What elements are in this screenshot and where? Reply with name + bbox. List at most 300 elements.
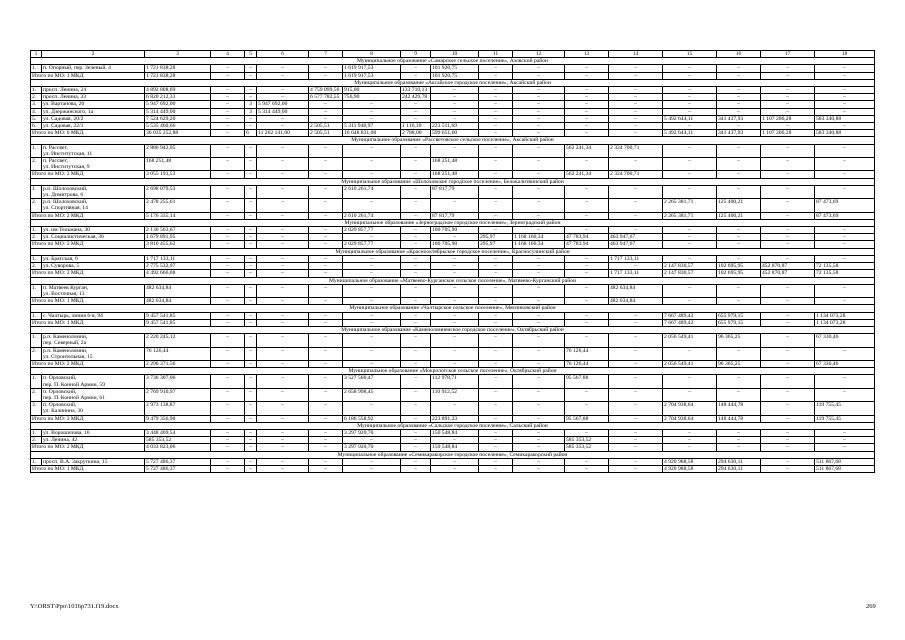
- column-number: 15: [663, 51, 717, 58]
- row-number: 1.: [31, 429, 42, 436]
- table-cell: –: [479, 429, 513, 436]
- table-cell: –: [309, 429, 343, 436]
- table-cell: –: [565, 65, 609, 72]
- table-cell: –: [245, 465, 257, 472]
- table-cell: –: [479, 171, 513, 178]
- table-cell: –: [663, 171, 717, 178]
- row-number: 2.: [31, 388, 42, 401]
- table-cell: –: [309, 212, 343, 219]
- table-cell: –: [401, 284, 431, 297]
- table-cell: –: [609, 72, 663, 79]
- table-cell: –: [513, 108, 565, 115]
- table-cell: 11 262 141,00: [257, 130, 309, 137]
- table-row: [31, 458, 875, 465]
- table-cell: –: [663, 347, 717, 360]
- table-cell: –: [513, 437, 565, 444]
- table-cell: –: [479, 199, 513, 212]
- table-cell: –: [479, 65, 513, 72]
- row-number: 1.: [31, 255, 42, 262]
- table-cell: –: [609, 402, 663, 415]
- table-cell: –: [401, 312, 431, 319]
- table-cell: –: [663, 185, 717, 198]
- table-cell: –: [513, 123, 565, 130]
- section-header-row: [31, 58, 875, 65]
- table-cell: 2 147 830,57: [663, 263, 717, 270]
- table-cell: –: [343, 263, 401, 270]
- table-cell: 3 810 455,62: [145, 241, 211, 248]
- table-cell: –: [401, 347, 431, 360]
- municipality-title: Муниципальное образование «Матвеево-Курганское сельское поселение», Матвеево-Курганский район: [31, 277, 875, 284]
- table-cell: –: [609, 347, 663, 360]
- table-cell: –: [309, 72, 343, 79]
- table-cell: –: [211, 87, 245, 94]
- table-cell: –: [761, 101, 815, 108]
- table-cell: –: [717, 444, 761, 451]
- table-cell: 6: [245, 130, 257, 137]
- table-cell: –: [309, 270, 343, 277]
- table-cell: –: [609, 263, 663, 270]
- row-number: 2.: [31, 263, 42, 270]
- table-cell: –: [309, 375, 343, 388]
- table-cell: –: [245, 185, 257, 198]
- table-cell: –: [815, 347, 875, 360]
- table-cell: –: [211, 402, 245, 415]
- table-cell: 1 717 133,11: [145, 255, 211, 262]
- table-cell: –: [761, 199, 815, 212]
- table-cell: –: [245, 115, 257, 122]
- table-cell: 67 330,46: [815, 360, 875, 367]
- table-cell: 585 353,52: [565, 437, 609, 444]
- table-cell: –: [211, 255, 245, 262]
- section-header-row: [31, 422, 875, 429]
- table-cell: –: [245, 255, 257, 262]
- table-cell: –: [513, 465, 565, 472]
- subtotal-label: Итого по МО: 2 МКД: [31, 171, 145, 178]
- table-cell: 1 107 206,28: [761, 130, 815, 137]
- table-cell: –: [401, 212, 431, 219]
- table-cell: –: [343, 465, 401, 472]
- table-cell: –: [565, 319, 609, 326]
- municipality-title: Муниципальное образование «Зерноградское городское поселение», Зерноградский район: [31, 219, 875, 226]
- table-cell: 7 524 629,20: [145, 115, 211, 122]
- table-cell: –: [663, 158, 717, 171]
- data-table: [30, 50, 875, 473]
- table-cell: –: [815, 144, 875, 157]
- table-cell: –: [513, 130, 565, 137]
- table-cell: –: [565, 87, 609, 94]
- table-row: [31, 402, 875, 415]
- table-cell: –: [717, 347, 761, 360]
- table-cell: –: [663, 94, 717, 101]
- section-header-row: [31, 219, 875, 226]
- table-cell: –: [513, 101, 565, 108]
- table-cell: –: [401, 108, 431, 115]
- table-cell: –: [245, 171, 257, 178]
- table-cell: –: [401, 465, 431, 472]
- table-cell: –: [609, 199, 663, 212]
- table-cell: –: [761, 298, 815, 305]
- table-cell: –: [565, 227, 609, 234]
- table-cell: –: [761, 158, 815, 171]
- table-cell: –: [565, 312, 609, 319]
- table-cell: 585 353,52: [565, 444, 609, 451]
- table-cell: –: [815, 444, 875, 451]
- address-cell: п. Матвеев Курган, ул. Восточная, 13: [42, 284, 145, 297]
- table-cell: 7 667 489,42: [663, 312, 717, 319]
- subtotal-label: Итого по МО: 2 МКД: [31, 444, 145, 451]
- table-cell: –: [609, 65, 663, 72]
- table-cell: 87 473,69: [815, 212, 875, 219]
- table-cell: –: [343, 115, 401, 122]
- table-cell: –: [309, 465, 343, 472]
- table-cell: –: [717, 108, 761, 115]
- subtotal-label: Итого по МО: 1 МКД: [31, 298, 145, 305]
- table-cell: 2 296 371,56: [145, 360, 211, 367]
- table-cell: –: [565, 402, 609, 415]
- table-cell: –: [565, 158, 609, 171]
- table-cell: –: [211, 108, 245, 115]
- table-cell: –: [815, 255, 875, 262]
- table-cell: 5 727 486,37: [145, 465, 211, 472]
- table-cell: 6 820 212,33: [145, 94, 211, 101]
- table-cell: –: [609, 375, 663, 388]
- table-cell: 96 365,25: [717, 334, 761, 347]
- table-cell: 87 473,69: [815, 199, 875, 212]
- table-cell: 2 029 857,77: [343, 227, 401, 234]
- section-header-row: [31, 451, 875, 458]
- table-cell: 95 567,88: [565, 415, 609, 422]
- table-cell: –: [609, 101, 663, 108]
- table-cell: –: [401, 158, 431, 171]
- table-cell: –: [479, 444, 513, 451]
- table-row: [31, 123, 875, 130]
- table-row: [31, 437, 875, 444]
- table-cell: 5 727 486,37: [145, 458, 211, 465]
- address-cell: р.п. Шолоховский, ул. Димитрова, 6: [42, 185, 145, 198]
- table-cell: –: [565, 465, 609, 472]
- table-cell: 511 867,68: [815, 458, 875, 465]
- table-cell: –: [245, 263, 257, 270]
- table-cell: –: [343, 458, 401, 465]
- table-cell: –: [663, 298, 717, 305]
- table-cell: –: [401, 263, 431, 270]
- table-cell: –: [257, 94, 309, 101]
- address-cell: п. Рассвет, ул. Институтская, 9: [42, 158, 145, 171]
- table-cell: –: [513, 144, 565, 157]
- address-cell: ул. Вартанова, 20: [42, 101, 145, 108]
- table-cell: –: [513, 72, 565, 79]
- table-cell: –: [431, 108, 479, 115]
- table-cell: 2 973 138,87: [145, 402, 211, 415]
- table-cell: –: [663, 437, 717, 444]
- table-cell: –: [717, 171, 761, 178]
- municipality-title: Муниципальное образование «Самарское сельское поселение», Азовский район: [31, 58, 875, 65]
- table-cell: –: [211, 65, 245, 72]
- table-cell: 341 437,93: [717, 115, 761, 122]
- table-cell: –: [663, 72, 717, 79]
- table-cell: –: [245, 227, 257, 234]
- table-cell: –: [815, 388, 875, 401]
- table-cell: –: [815, 123, 875, 130]
- table-cell: –: [309, 234, 343, 241]
- table-cell: 1 717 133,11: [609, 270, 663, 277]
- table-cell: 148 444,78: [717, 415, 761, 422]
- table-cell: 341 437,93: [717, 130, 761, 137]
- table-cell: 112 978,71: [431, 375, 479, 388]
- row-number: 2.: [31, 347, 42, 360]
- table-cell: –: [479, 123, 513, 130]
- table-cell: –: [513, 185, 565, 198]
- address-cell: просп. В.А. Закруткина, 15: [42, 458, 145, 465]
- table-cell: –: [513, 298, 565, 305]
- table-cell: –: [343, 158, 401, 171]
- section-header-row: [31, 277, 875, 284]
- table-cell: –: [663, 227, 717, 234]
- table-cell: –: [431, 458, 479, 465]
- table-cell: –: [479, 270, 513, 277]
- table-cell: –: [211, 185, 245, 198]
- table-cell: –: [815, 108, 875, 115]
- table-cell: –: [609, 227, 663, 234]
- table-cell: –: [479, 115, 513, 122]
- table-cell: 5 314 449,00: [145, 108, 211, 115]
- address-cell: п. Рассвет, ул. Институтская, 11: [42, 144, 145, 157]
- column-number: 2: [42, 51, 145, 58]
- table-cell: –: [663, 375, 717, 388]
- table-cell: –: [609, 130, 663, 137]
- table-cell: 1 721 838,28: [145, 72, 211, 79]
- column-number: 12: [513, 51, 565, 58]
- table-cell: –: [513, 375, 565, 388]
- table-cell: –: [513, 199, 565, 212]
- table-cell: 2 788,00: [401, 130, 431, 137]
- table-cell: 5 492 644,11: [663, 115, 717, 122]
- table-cell: 2 056 549,41: [663, 334, 717, 347]
- table-cell: 4 892 808,69: [145, 87, 211, 94]
- table-cell: –: [309, 144, 343, 157]
- table-cell: –: [565, 298, 609, 305]
- table-cell: –: [257, 87, 309, 94]
- table-cell: –: [479, 347, 513, 360]
- table-cell: 47 783,94: [565, 241, 609, 248]
- table-cell: 5 947 692,00: [145, 101, 211, 108]
- table-cell: –: [663, 87, 717, 94]
- table-cell: –: [343, 199, 401, 212]
- table-cell: 2 610 261,74: [343, 185, 401, 198]
- table-cell: –: [609, 212, 663, 219]
- table-cell: 9 457 541,85: [145, 319, 211, 326]
- table-cell: 2 324 700,71: [609, 171, 663, 178]
- table-cell: –: [513, 65, 565, 72]
- row-number: 2.: [31, 158, 42, 171]
- table-cell: –: [717, 388, 761, 401]
- table-cell: –: [609, 87, 663, 94]
- column-number: 6: [257, 51, 309, 58]
- subtotal-row: [31, 72, 875, 79]
- table-cell: –: [609, 319, 663, 326]
- subtotal-row: [31, 319, 875, 326]
- table-cell: 148 444,78: [717, 402, 761, 415]
- table-cell: –: [309, 402, 343, 415]
- table-cell: –: [343, 347, 401, 360]
- table-row: [31, 144, 875, 157]
- table-cell: –: [401, 388, 431, 401]
- table-cell: –: [565, 263, 609, 270]
- table-cell: –: [479, 158, 513, 171]
- table-cell: –: [717, 437, 761, 444]
- table-cell: –: [717, 298, 761, 305]
- table-cell: –: [479, 375, 513, 388]
- table-cell: –: [245, 312, 257, 319]
- address-cell: ул. Ворошилова, 16: [42, 429, 145, 436]
- table-cell: –: [401, 185, 431, 198]
- table-cell: 3 448 469,54: [145, 429, 211, 436]
- table-cell: –: [401, 234, 431, 241]
- table-cell: –: [257, 158, 309, 171]
- table-cell: –: [431, 312, 479, 319]
- table-cell: –: [401, 360, 431, 367]
- municipality-title: Муниципальное образование «Чалтырское сельское поселение», Мясниковский район: [31, 305, 875, 312]
- subtotal-label: Итого по МО: 1 МКД: [31, 72, 145, 79]
- table-cell: –: [513, 158, 565, 171]
- table-cell: –: [245, 241, 257, 248]
- table-cell: –: [401, 375, 431, 388]
- table-cell: –: [609, 388, 663, 401]
- table-row: [31, 185, 875, 198]
- table-cell: 9 479 356,90: [145, 415, 211, 422]
- table-cell: –: [479, 101, 513, 108]
- table-cell: –: [245, 402, 257, 415]
- table-cell: –: [479, 415, 513, 422]
- table-cell: –: [257, 212, 309, 219]
- table-cell: –: [211, 360, 245, 367]
- table-cell: –: [761, 347, 815, 360]
- table-cell: –: [211, 72, 245, 79]
- table-row: [31, 101, 875, 108]
- table-cell: –: [211, 234, 245, 241]
- table-cell: –: [343, 334, 401, 347]
- table-cell: 125 400,21: [717, 199, 761, 212]
- table-cell: 585 353,52: [145, 437, 211, 444]
- table-cell: –: [309, 284, 343, 297]
- row-number: 5.: [31, 115, 42, 122]
- table-cell: –: [513, 458, 565, 465]
- table-cell: 100 705,90: [431, 241, 479, 248]
- table-cell: –: [401, 334, 431, 347]
- table-cell: –: [663, 65, 717, 72]
- table-cell: –: [245, 144, 257, 157]
- table-cell: –: [565, 94, 609, 101]
- table-cell: –: [431, 263, 479, 270]
- subtotal-label: Итого по МО: 2 МКД: [31, 270, 145, 277]
- table-cell: –: [309, 458, 343, 465]
- subtotal-row: [31, 241, 875, 248]
- table-cell: –: [211, 458, 245, 465]
- address-cell: п. Орловский, ул. Калинина, 30: [42, 402, 145, 415]
- table-row: [31, 347, 875, 360]
- table-cell: –: [309, 65, 343, 72]
- table-cell: –: [479, 212, 513, 219]
- table-cell: –: [309, 199, 343, 212]
- address-cell: ул. Садовая, 20/2: [42, 115, 145, 122]
- table-cell: –: [513, 360, 565, 367]
- table-cell: –: [761, 234, 815, 241]
- table-cell: –: [211, 171, 245, 178]
- table-cell: –: [513, 171, 565, 178]
- table-cell: 6 186 558,92: [343, 415, 401, 422]
- table-cell: 1 168 160,34: [513, 241, 565, 248]
- table-cell: –: [761, 65, 815, 72]
- table-cell: –: [513, 284, 565, 297]
- table-cell: –: [343, 171, 401, 178]
- table-cell: 482 634,84: [609, 298, 663, 305]
- table-cell: –: [309, 101, 343, 108]
- column-number: 16: [717, 51, 761, 58]
- table-cell: –: [761, 375, 815, 388]
- row-number: 1.: [31, 65, 42, 72]
- table-cell: –: [761, 241, 815, 248]
- table-cell: 4 759 099,56: [309, 87, 343, 94]
- row-number: 2.: [31, 94, 42, 101]
- table-cell: –: [609, 108, 663, 115]
- table-cell: 599 651,60: [431, 130, 479, 137]
- table-cell: –: [309, 158, 343, 171]
- row-number: 3.: [31, 101, 42, 108]
- subtotal-label: Итого по МО: 2 МКД: [31, 212, 145, 219]
- table-cell: –: [257, 72, 309, 79]
- table-cell: –: [717, 65, 761, 72]
- subtotal-row: [31, 270, 875, 277]
- table-cell: –: [245, 360, 257, 367]
- table-cell: 3 297 920,70: [343, 429, 401, 436]
- municipality-title: Муниципальное образование «Шолоховское городское поселение», Белокалитвинский район: [31, 178, 875, 185]
- table-cell: –: [663, 234, 717, 241]
- table-cell: –: [343, 270, 401, 277]
- table-cell: –: [211, 130, 245, 137]
- table-cell: 96 365,25: [717, 360, 761, 367]
- table-cell: –: [401, 429, 431, 436]
- table-cell: –: [401, 72, 431, 79]
- table-cell: –: [211, 123, 245, 130]
- table-cell: 3 527 560,47: [343, 375, 401, 388]
- table-cell: –: [309, 415, 343, 422]
- table-cell: –: [245, 65, 257, 72]
- table-cell: 2 658 998,45: [343, 388, 401, 401]
- table-cell: –: [513, 312, 565, 319]
- table-cell: –: [257, 319, 309, 326]
- table-cell: 295,97: [479, 241, 513, 248]
- table-cell: –: [257, 171, 309, 178]
- table-cell: –: [401, 227, 431, 234]
- table-cell: 150 548,84: [431, 444, 479, 451]
- table-cell: –: [815, 101, 875, 108]
- table-cell: 95 567,88: [565, 375, 609, 388]
- table-cell: –: [717, 144, 761, 157]
- table-cell: 87 817,79: [431, 185, 479, 198]
- table-cell: –: [257, 115, 309, 122]
- table-cell: –: [717, 255, 761, 262]
- table-cell: –: [257, 227, 309, 234]
- address-cell: ул. Ленина, 42: [42, 437, 145, 444]
- table-cell: –: [343, 255, 401, 262]
- table-cell: –: [513, 402, 565, 415]
- table-cell: 3: [245, 101, 257, 108]
- table-cell: 168 251,48: [145, 158, 211, 171]
- table-cell: 463 947,67: [609, 241, 663, 248]
- table-cell: –: [309, 255, 343, 262]
- table-cell: –: [257, 263, 309, 270]
- table-cell: 2 324 700,71: [609, 144, 663, 157]
